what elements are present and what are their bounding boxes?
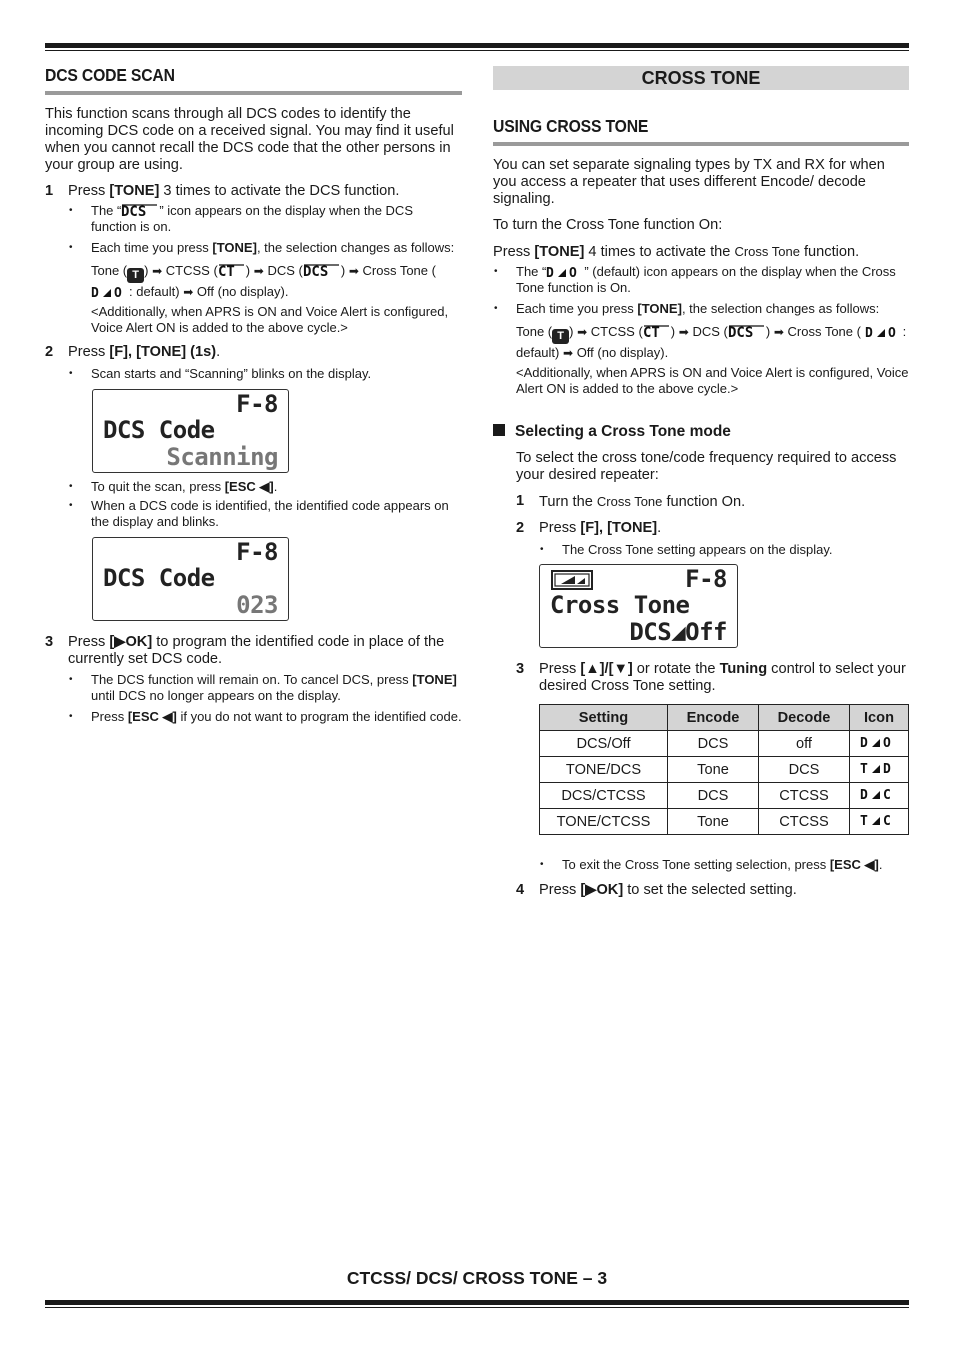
tone-ctcss-icon bbox=[860, 812, 898, 827]
table-header-row: Setting Encode Decode Icon bbox=[540, 705, 909, 731]
svg-text:O: O bbox=[114, 286, 122, 299]
cross-intro: You can set separate signaling types by TX and RX for when you access a repeater that uses different Encode/ decode signaling. bbox=[493, 157, 885, 207]
intro-paragraph: This function scans through all DCS codes to identify the incoming DCS code on a received signal. You may find it useful when you cannot recall the DCS code that the other persons in your group are using. bbox=[45, 106, 454, 173]
cross-tone-banner: CROSS TONE bbox=[493, 66, 909, 90]
press-tone-text: Press [TONE] 4 times to activate the Cross Tone function. bbox=[493, 244, 860, 260]
step-1: 1 Press [TONE] 3 times to activate the DCS function. bbox=[45, 183, 400, 199]
svg-text:DCS: DCS bbox=[302, 264, 329, 278]
arrow-icon: ➡ bbox=[773, 325, 784, 339]
svg-text:T: T bbox=[860, 814, 868, 827]
bullet-dcs-remain: • The DCS function will remain on. To cancel DCS, press [TONE] until DCS no longer appears on the display. bbox=[69, 672, 457, 703]
cross-tone-table bbox=[539, 704, 909, 835]
arrow-icon: ➡ bbox=[253, 264, 264, 278]
tone-icon: T bbox=[127, 268, 144, 283]
ctcss-icon bbox=[643, 324, 671, 339]
arrow-icon: ➡ bbox=[577, 325, 588, 339]
table-row: DCS/Off DCS off D O bbox=[540, 731, 909, 757]
svg-text:O: O bbox=[883, 736, 891, 749]
svg-text:D: D bbox=[860, 736, 868, 749]
aprs-note: <Additionally, when APRS is ON and Voice Alert is configured, Voice Alert ON is added to the above cycle.> bbox=[91, 304, 449, 335]
bullet-selection: • Each time you press [TONE], the selection changes as follows: bbox=[494, 301, 880, 316]
cross-step-3: 3 Press [▲]/[▼] or rotate the Tuning control to select your desired Cross Tone setting. bbox=[516, 661, 906, 694]
table-row: TONE/DCS Tone DCS T D bbox=[540, 757, 909, 783]
arrow-icon: ➡ bbox=[183, 285, 194, 299]
using-cross-tone-heading: USING CROSS TONE bbox=[493, 116, 909, 146]
svg-text:C: C bbox=[883, 814, 891, 827]
right-column bbox=[493, 60, 909, 899]
bullet-code-identified: • When a DCS code is identified, the identified code appears on the display and blinks. bbox=[69, 498, 449, 529]
svg-text:D: D bbox=[864, 326, 873, 339]
selecting-mode-heading: Selecting a Cross Tone mode bbox=[493, 423, 909, 441]
turn-on-text: To turn the Cross Tone function On: bbox=[493, 217, 723, 233]
svg-text:O: O bbox=[569, 266, 578, 279]
arrow-icon: ➡ bbox=[152, 264, 163, 278]
bullet-dcs-icon: • The “ DCS ” icon appears on the display when the DCS function is on. bbox=[69, 203, 413, 234]
square-bullet-icon bbox=[493, 424, 505, 436]
top-rule-thin bbox=[45, 50, 909, 51]
step-3: 3 Press [▶OK] to program the identified code in place of the currently set DCS code. bbox=[45, 634, 445, 667]
bottom-rule bbox=[45, 1300, 909, 1305]
cycle-sequence: Tone ( T ) ➡ CTCSS ( CT ) ➡ DCS ( DCS ) ➡ Cross Tone ( D O : default) ➡ Off (no display). bbox=[516, 324, 907, 360]
svg-text:T: T bbox=[860, 762, 868, 775]
svg-text:DCS: DCS bbox=[727, 325, 754, 339]
left-column bbox=[45, 60, 462, 725]
table-row: TONE/CTCSS Tone CTCSS T C bbox=[540, 809, 909, 835]
svg-text:D: D bbox=[883, 762, 891, 775]
bullet-cross-icon: • The “ D O ” (default) icon appears on the display when the Cross Tone function is On. bbox=[494, 264, 896, 295]
bullet-scan-starts: • Scan starts and “Scanning” blinks on the display. bbox=[69, 366, 372, 381]
cross-step-2: 2 Press [F], [TONE]. bbox=[516, 520, 662, 536]
selecting-intro: To select the cross tone/code frequency required to access your desired repeater: bbox=[516, 450, 897, 483]
battery-icon bbox=[551, 570, 595, 590]
cross-tone-icon bbox=[546, 264, 584, 279]
table-row: DCS/CTCSS DCS CTCSS D C bbox=[540, 783, 909, 809]
ctcss-icon bbox=[218, 263, 246, 278]
svg-text:C: C bbox=[883, 788, 891, 801]
dcs-code-scan-heading bbox=[45, 65, 462, 95]
bullet-exit: • To exit the Cross Tone setting selection, press [ESC ◀]. bbox=[540, 857, 883, 872]
dcs-icon bbox=[728, 324, 766, 339]
svg-text:CT: CT bbox=[217, 264, 235, 278]
bullet-esc: • Press [ESC ◀] if you do not want to program the identified code. bbox=[69, 709, 462, 724]
dcs-ctcss-icon bbox=[860, 786, 898, 801]
page-footer: CTCSS/ DCS/ CROSS TONE – 3 bbox=[346, 1268, 608, 1288]
cross-tone-icon bbox=[865, 324, 903, 339]
lcd-display-code: F-8 DCS Code 023 bbox=[92, 537, 289, 621]
bullet-setting-appears: • The Cross Tone setting appears on the display. bbox=[540, 542, 833, 557]
svg-text:D: D bbox=[546, 266, 555, 279]
tone-dcs-icon bbox=[860, 760, 898, 775]
lcd-display-scanning: F-8 DCS Code Scanning bbox=[92, 389, 289, 473]
dcs-icon bbox=[303, 263, 341, 278]
lcd-display-cross-tone: F-8 Cross Tone DCS◢Off bbox=[539, 564, 738, 648]
cross-step-4: 4 Press [▶OK] to set the selected setting. bbox=[516, 882, 797, 898]
svg-text:O: O bbox=[887, 326, 896, 339]
svg-text:DCS: DCS bbox=[121, 204, 147, 218]
svg-text:D: D bbox=[860, 788, 868, 801]
cross-tone-icon bbox=[91, 284, 129, 299]
arrow-icon: ➡ bbox=[563, 346, 574, 360]
tone-icon: T bbox=[552, 329, 569, 344]
bullet-quit-scan: • To quit the scan, press [ESC ◀]. bbox=[69, 479, 278, 494]
aprs-note: <Additionally, when APRS is ON and Voice Alert is configured, Voice Alert ON is added to the above cycle.> bbox=[516, 365, 909, 396]
dcs-off-icon bbox=[860, 734, 898, 749]
bullet-selection: • Each time you press [TONE], the selection changes as follows: bbox=[69, 240, 455, 255]
dcs-icon bbox=[121, 203, 159, 218]
arrow-icon: ➡ bbox=[678, 325, 689, 339]
section-title: DCS CODE SCAN bbox=[45, 65, 175, 85]
top-rule bbox=[45, 43, 909, 48]
svg-text:CT: CT bbox=[642, 325, 660, 339]
arrow-icon: ➡ bbox=[348, 264, 359, 278]
bottom-rule-thin bbox=[45, 1307, 909, 1308]
cycle-sequence: Tone ( T ) ➡ CTCSS ( CT ) ➡ DCS ( DCS ) ➡ Cross Tone ( D O : default) ➡ Off (no display). bbox=[91, 263, 436, 299]
step-2: 2 Press [F], [TONE] (1s). bbox=[45, 344, 221, 360]
svg-text:D: D bbox=[91, 286, 99, 299]
cross-step-1: 1 Turn the Cross Tone function On. bbox=[516, 493, 746, 510]
